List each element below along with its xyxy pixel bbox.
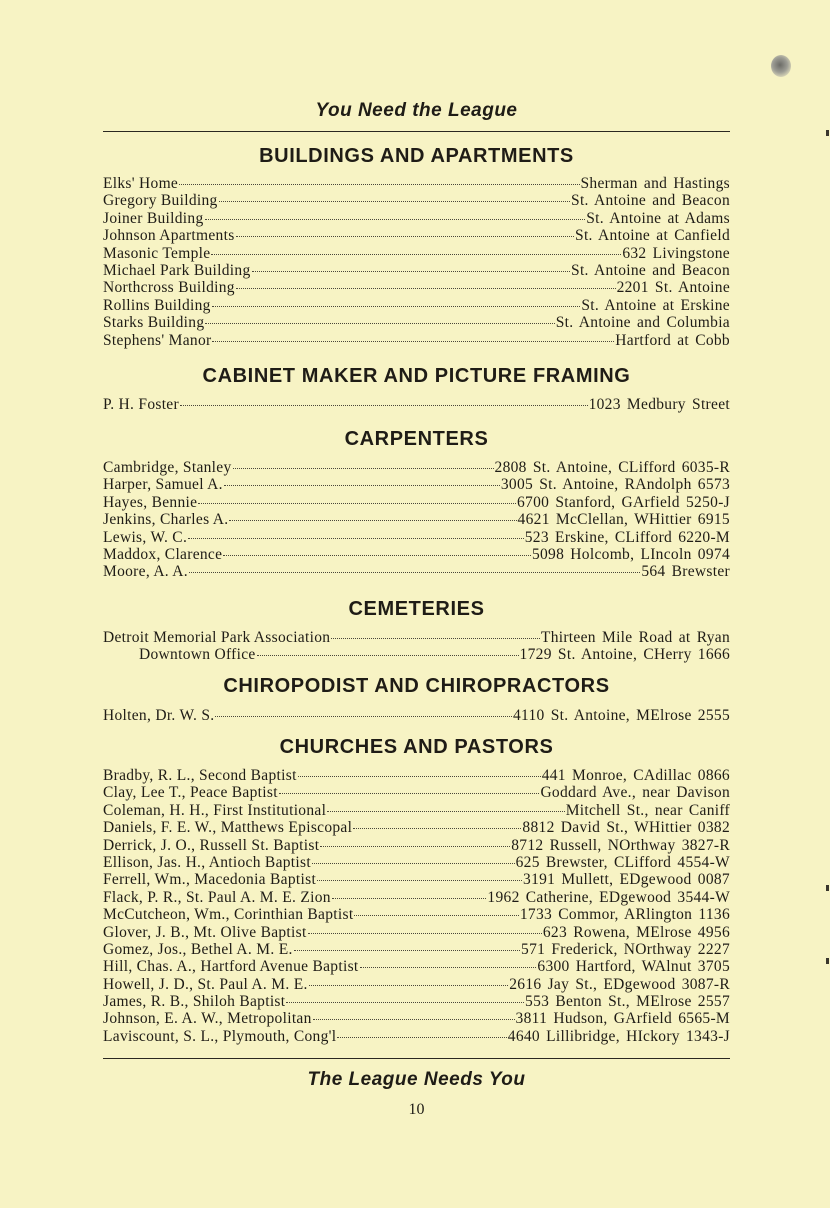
- entry-name: Maddox, Clarence: [103, 545, 223, 563]
- cabinet-maker-list: [103, 396, 730, 413]
- entry-name: Derrick, J. O., Russell St. Baptist: [103, 836, 320, 854]
- list-item: [103, 279, 730, 296]
- entry-address: Hartford at Cobb: [615, 331, 730, 349]
- edge-mark: [826, 130, 829, 136]
- footer-rule: [103, 1058, 730, 1059]
- entry-address: St. Antoine at Canfield: [575, 227, 730, 245]
- page-number: 10: [408, 1101, 425, 1118]
- entry-address: 623 Rowena, MElrose 4956: [542, 923, 730, 941]
- entry-address: 2201 St. Antoine: [616, 279, 730, 297]
- entry-name: Clay, Lee T., Peace Baptist: [103, 784, 278, 802]
- dot-leader: [215, 712, 511, 717]
- dot-leader: [223, 551, 531, 556]
- entry-name: James, R. B., Shiloh Baptist: [103, 993, 286, 1011]
- list-item: [103, 646, 730, 663]
- list-item: [103, 871, 730, 888]
- list-item: [103, 854, 730, 871]
- list-item: [103, 245, 730, 262]
- list-item: [103, 802, 730, 819]
- entry-name: Elks' Home: [103, 175, 179, 192]
- entry-address: 1729 St. Antoine, CHerry 1666: [519, 646, 730, 664]
- entry-address: 1733 Commor, ARlington 1136: [519, 906, 730, 924]
- entry-name: Stephens' Manor: [103, 331, 212, 349]
- edge-mark: [826, 958, 829, 964]
- list-item: [103, 314, 730, 331]
- list-item: [103, 941, 730, 958]
- page-footer-title: The League Needs You: [307, 1069, 526, 1090]
- section-title-cabinet-maker: CABINET MAKER AND PICTURE FRAMING: [202, 365, 631, 387]
- dot-leader: [189, 568, 640, 573]
- entry-name: Gomez, Jos., Bethel A. M. E.: [103, 940, 293, 958]
- entry-name: Bradby, R. L., Second Baptist: [103, 767, 297, 784]
- list-item: [103, 906, 730, 923]
- entry-address: Thirteen Mile Road at Ryan: [540, 629, 730, 646]
- entry-name: Glover, J. B., Mt. Olive Baptist: [103, 923, 307, 941]
- list-item: [103, 819, 730, 836]
- dot-leader: [188, 534, 524, 539]
- entry-address: St. Antoine and Beacon: [571, 261, 730, 279]
- dot-leader: [309, 981, 509, 986]
- dot-leader: [236, 232, 574, 237]
- entry-name: Michael Park Building: [103, 261, 251, 279]
- header-rule: [103, 131, 730, 132]
- entry-address: 3005 St. Antoine, RAndolph 6573: [500, 476, 730, 494]
- dot-leader: [219, 197, 570, 202]
- entry-address: 441 Monroe, CAdillac 0866: [541, 767, 730, 784]
- dot-leader: [252, 267, 571, 272]
- list-item: [103, 563, 730, 580]
- entry-address: 625 Brewster, CLifford 4554-W: [515, 853, 730, 871]
- entry-name: Harper, Samuel A.: [103, 476, 223, 494]
- dot-leader: [212, 302, 581, 307]
- dot-leader: [312, 859, 515, 864]
- list-item: [103, 494, 730, 511]
- entry-address: Sherman and Hastings: [580, 175, 730, 192]
- list-item: [103, 837, 730, 854]
- entry-name: Holten, Dr. W. S.: [103, 707, 215, 724]
- list-item: [103, 192, 730, 209]
- entry-address: 3191 Mullett, EDgewood 0087: [523, 871, 730, 889]
- entry-name: Hayes, Bennie: [103, 493, 198, 511]
- entry-address: Mitchell St., near Caniff: [565, 801, 730, 819]
- entry-address: 4640 Lillibridge, HIckory 1343-J: [507, 1027, 730, 1045]
- list-item: [103, 476, 730, 493]
- entry-name: Detroit Memorial Park Association: [103, 629, 331, 646]
- dot-leader: [205, 319, 554, 324]
- dot-leader: [308, 929, 542, 934]
- dot-leader: [298, 772, 541, 777]
- section-title-cemeteries: CEMETERIES: [348, 598, 485, 620]
- list-item: [103, 1028, 730, 1045]
- entry-address: St. Antoine at Erskine: [581, 296, 730, 314]
- binder-hole: [771, 55, 791, 77]
- entry-name: Johnson Apartments: [103, 227, 235, 245]
- list-item: [103, 511, 730, 528]
- entry-name: Cambridge, Stanley: [103, 459, 232, 476]
- list-item: [103, 529, 730, 546]
- entry-address: St. Antoine and Beacon: [571, 192, 730, 210]
- dot-leader: [205, 215, 586, 220]
- entry-name: Laviscount, S. L., Plymouth, Cong'l: [103, 1027, 337, 1045]
- list-item: [103, 993, 730, 1010]
- entry-name: Ellison, Jas. H., Antioch Baptist: [103, 853, 311, 871]
- edge-mark: [826, 885, 829, 891]
- entry-name: Flack, P. R., St. Paul A. M. E. Zion: [103, 888, 331, 906]
- dot-leader: [353, 824, 521, 829]
- list-item: [103, 976, 730, 993]
- list-item: [103, 332, 730, 349]
- dot-leader: [332, 894, 487, 899]
- entry-address: 571 Frederick, NOrthway 2227: [521, 940, 730, 958]
- entry-address: 564 Brewster: [641, 563, 730, 581]
- entry-name: Johnson, E. A. W., Metropolitan: [103, 1010, 312, 1028]
- dot-leader: [337, 1033, 506, 1038]
- entry-name: Coleman, H. H., First Institutional: [103, 801, 327, 819]
- dot-leader: [331, 634, 540, 639]
- dot-leader: [233, 464, 494, 469]
- list-item: [103, 629, 730, 646]
- dot-leader: [211, 250, 621, 255]
- entry-address: 8812 David St., WHittier 0382: [522, 819, 730, 837]
- entry-address: 3811 Hudson, GArfield 6565-M: [515, 1010, 730, 1028]
- dot-leader: [180, 401, 588, 406]
- entry-address: 6700 Stanford, GArfield 5250-J: [516, 493, 730, 511]
- section-title-buildings: BUILDINGS AND APARTMENTS: [259, 145, 574, 167]
- list-item: [103, 958, 730, 975]
- list-item: [103, 227, 730, 244]
- dot-leader: [286, 998, 524, 1003]
- dot-leader: [212, 337, 614, 342]
- section-title-churches: CHURCHES AND PASTORS: [279, 736, 554, 758]
- entry-address: 523 Erskine, CLifford 6220-M: [524, 528, 730, 546]
- dot-leader: [224, 481, 500, 486]
- list-item: [103, 210, 730, 227]
- entry-address: St. Antoine at Adams: [586, 209, 730, 227]
- dot-leader: [313, 1015, 515, 1020]
- list-item: [103, 889, 730, 906]
- churches-list: [103, 767, 730, 1045]
- list-item: [103, 767, 730, 784]
- entry-address: 632 Livingstone: [622, 244, 730, 262]
- chiropodist-list: [103, 707, 730, 724]
- dot-leader: [236, 284, 616, 289]
- buildings-list: [103, 175, 730, 349]
- entry-name: Daniels, F. E. W., Matthews Episcopal: [103, 819, 353, 837]
- entry-address: 553 Benton St., MElrose 2557: [525, 993, 730, 1011]
- list-item: [103, 784, 730, 801]
- dot-leader: [229, 516, 516, 521]
- entry-name: Starks Building: [103, 314, 205, 332]
- list-item: [103, 459, 730, 476]
- entry-address: 6300 Hartford, WAlnut 3705: [537, 958, 730, 976]
- entry-name: Rollins Building: [103, 296, 211, 314]
- cemeteries-list: [103, 629, 730, 664]
- section-title-chiropodist: CHIROPODIST AND CHIROPRACTORS: [223, 675, 610, 697]
- dot-leader: [317, 876, 522, 881]
- dot-leader: [327, 807, 565, 812]
- entry-address: 1023 Medbury Street: [588, 396, 730, 413]
- list-item: [103, 396, 730, 413]
- entry-name: Hill, Chas. A., Hartford Avenue Baptist: [103, 958, 359, 976]
- entry-address: Goddard Ave., near Davison: [540, 784, 730, 802]
- entry-name: Moore, A. A.: [103, 563, 188, 581]
- entry-name: Howell, J. D., St. Paul A. M. E.: [103, 975, 308, 993]
- entry-address: 2616 Jay St., EDgewood 3087-R: [509, 975, 730, 993]
- entry-address: 1962 Catherine, EDgewood 3544-W: [487, 888, 730, 906]
- entry-address: 2808 St. Antoine, CLifford 6035-R: [494, 459, 730, 476]
- carpenters-list: [103, 459, 730, 581]
- dot-leader: [198, 499, 516, 504]
- dot-leader: [257, 651, 519, 656]
- entry-name: Lewis, W. C.: [103, 528, 188, 546]
- entry-name: Ferrell, Wm., Macedonia Baptist: [103, 871, 317, 889]
- entry-name: Northcross Building: [103, 279, 235, 297]
- list-item: [103, 297, 730, 314]
- entry-name: P. H. Foster: [103, 396, 179, 413]
- list-item: [103, 546, 730, 563]
- list-item: [103, 262, 730, 279]
- list-item: [103, 707, 730, 724]
- entry-name: Downtown Office: [139, 646, 256, 664]
- entry-name: Gregory Building: [103, 192, 218, 210]
- dot-leader: [294, 946, 520, 951]
- entry-address: 4621 McClellan, WHittier 6915: [517, 511, 730, 529]
- list-item: [103, 1010, 730, 1027]
- dot-leader: [179, 180, 579, 185]
- list-item: [103, 924, 730, 941]
- entry-address: St. Antoine and Columbia: [555, 314, 730, 332]
- dot-leader: [279, 789, 540, 794]
- entry-name: Joiner Building: [103, 209, 204, 227]
- entry-name: Masonic Temple: [103, 244, 211, 262]
- entry-address: 5098 Holcomb, LIncoln 0974: [531, 545, 730, 563]
- entry-name: McCutcheon, Wm., Corinthian Baptist: [103, 906, 354, 924]
- entry-name: Jenkins, Charles A.: [103, 511, 229, 529]
- dot-leader: [320, 842, 510, 847]
- entry-address: 4110 St. Antoine, MElrose 2555: [512, 707, 730, 724]
- dot-leader: [360, 963, 537, 968]
- entry-address: 8712 Russell, NOrthway 3827-R: [511, 836, 730, 854]
- page-header-title: You Need the League: [315, 100, 518, 121]
- list-item: [103, 175, 730, 192]
- dot-leader: [354, 911, 518, 916]
- section-title-carpenters: CARPENTERS: [344, 428, 489, 450]
